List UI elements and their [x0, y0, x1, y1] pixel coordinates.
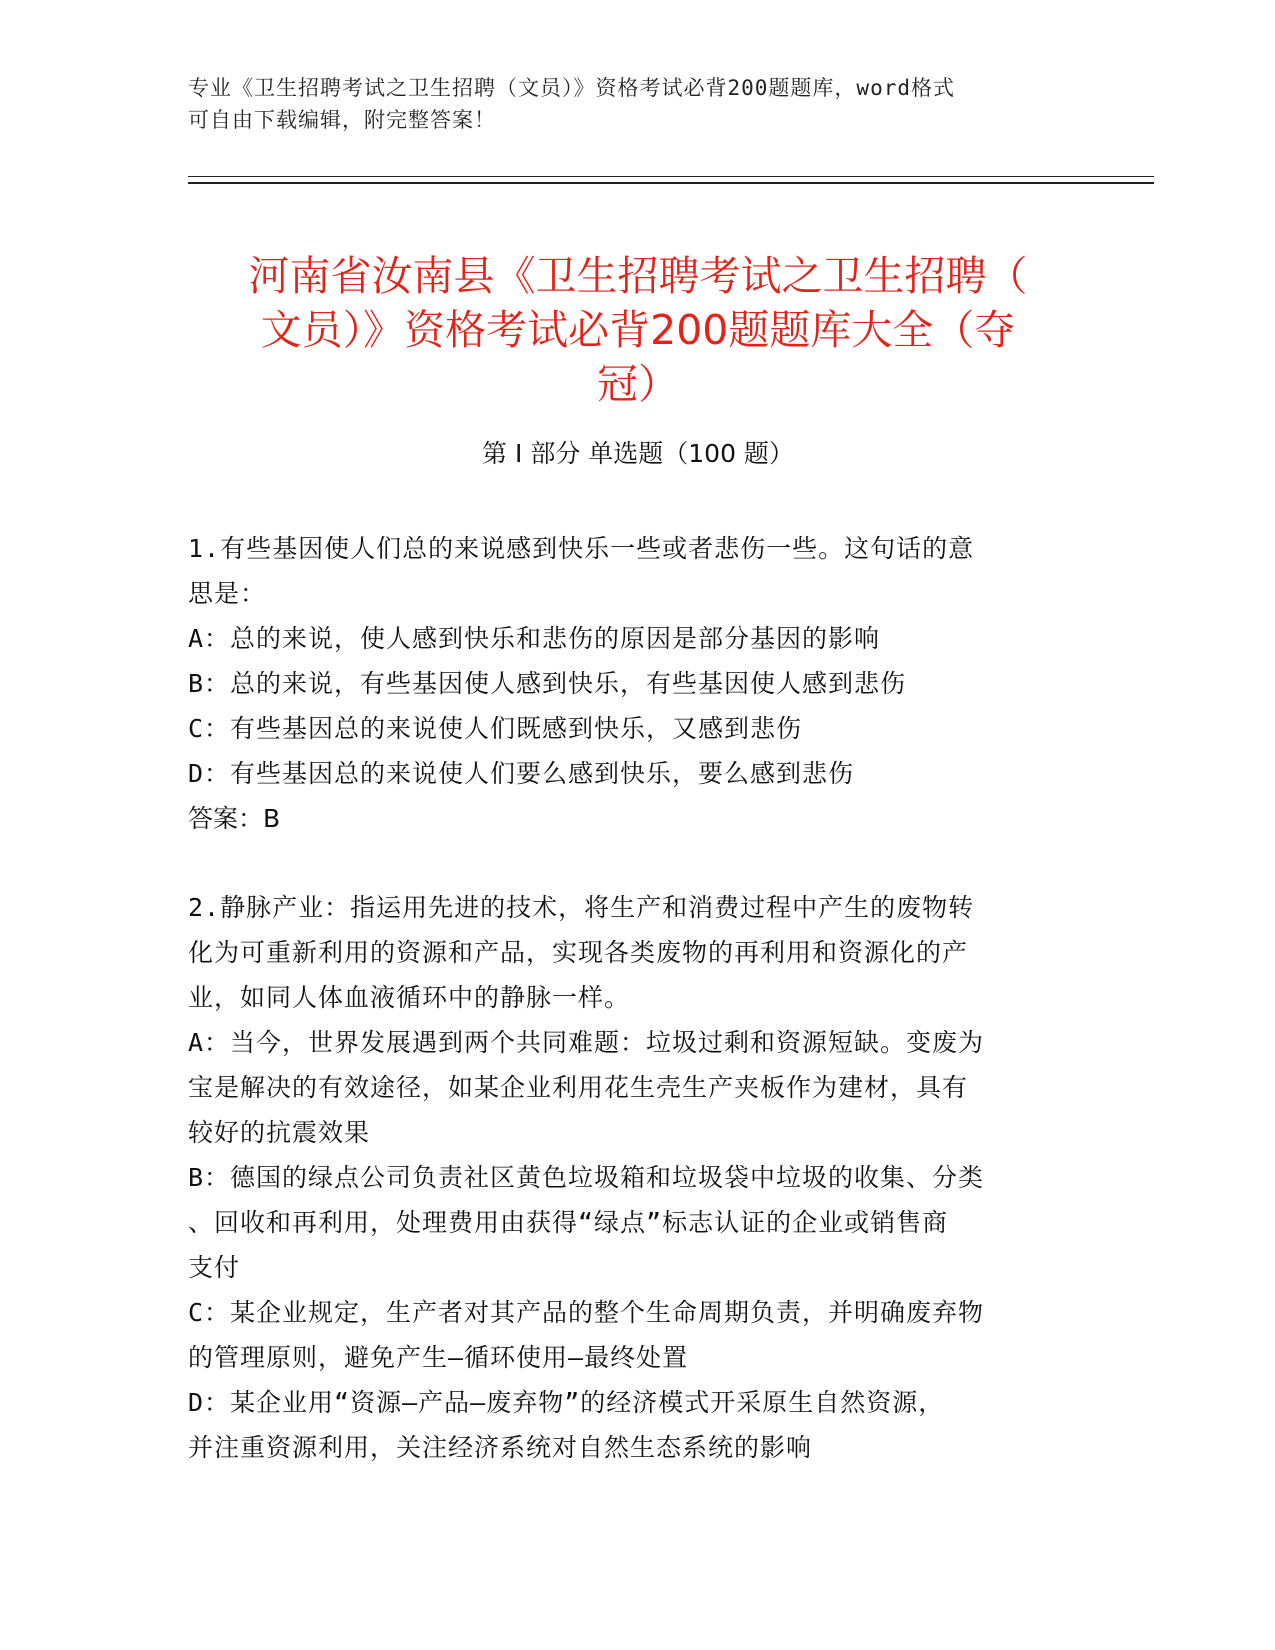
option-line: 并注重资源利用，关注经济系统对自然生态系统的影响	[188, 1433, 813, 1462]
header-note-line: 可自由下载编辑，附完整答案！	[188, 108, 496, 132]
option-line: B：德国的绿点公司负责社区黄色垃圾箱和垃圾袋中垃圾的收集、分类	[188, 1163, 985, 1192]
question-text-line: 1.有些基因使人们总的来说感到快乐一些或者悲伤一些。这句话的意	[188, 534, 975, 563]
option-d	[188, 751, 1068, 796]
option-line: 较好的抗震效果	[188, 1118, 371, 1147]
title-line: 冠）	[597, 360, 679, 409]
option-c	[188, 706, 1068, 751]
option-line: B：总的来说，有些基因使人感到快乐，有些基因使人感到悲伤	[188, 669, 907, 698]
title-line: 河南省汝南县《卫生招聘考试之卫生招聘（	[248, 252, 1028, 301]
document-title	[188, 249, 1088, 411]
option-line: 、回收和再利用，处理费用由获得“绿点”标志认证的企业或销售商	[188, 1208, 949, 1237]
header-note	[188, 72, 1068, 136]
question-1	[188, 526, 1068, 841]
header-note-line: 专业《卫生招聘考试之卫生招聘（文员）》资格考试必背200题题库，word格式	[188, 76, 955, 100]
question-spacer	[188, 841, 1068, 885]
answer-line: 答案：B	[188, 804, 281, 833]
option-c	[188, 1290, 1068, 1380]
question-text	[188, 885, 1068, 1020]
question-list	[188, 526, 1068, 1470]
question-text-line: 化为可重新利用的资源和产品，实现各类废物的再利用和资源化的产	[188, 938, 969, 967]
question-text-line: 业，如同人体血液循环中的静脉一样。	[188, 983, 631, 1012]
option-line: A：当今，世界发展遇到两个共同难题：垃圾过剩和资源短缺。变废为	[188, 1028, 985, 1057]
option-d	[188, 1380, 1068, 1470]
option-line: C：有些基因总的来说使人们既感到快乐，又感到悲伤	[188, 714, 803, 743]
header-divider-thin	[188, 176, 1154, 177]
question-text-line: 2.静脉产业：指运用先进的技术，将生产和消费过程中产生的废物转	[188, 893, 975, 922]
option-line: D：有些基因总的来说使人们要么感到快乐，要么感到悲伤	[188, 759, 855, 788]
option-line: 支付	[188, 1253, 241, 1282]
option-line: C：某企业规定，生产者对其产品的整个生命周期负责，并明确废弃物	[188, 1298, 985, 1327]
option-a	[188, 1020, 1068, 1155]
question-text	[188, 526, 1068, 616]
option-a	[188, 616, 1068, 661]
option-b	[188, 1155, 1068, 1290]
option-line: 的管理原则，避免产生—循环使用—最终处置	[188, 1343, 689, 1372]
option-line: 宝是解决的有效途径，如某企业利用花生壳生产夹板作为建材，具有	[188, 1073, 969, 1102]
section-heading: 第 I 部分 单选题（100 题）	[482, 439, 794, 468]
title-line: 文员）》资格考试必背200题题库大全（夺	[260, 306, 1016, 355]
header-divider-thick	[188, 182, 1154, 184]
question-text-line: 思是：	[188, 579, 267, 608]
question-2	[188, 885, 1068, 1470]
option-b	[188, 661, 1068, 706]
option-line: A：总的来说，使人感到快乐和悲伤的原因是部分基因的影响	[188, 624, 881, 653]
option-line: D：某企业用“资源—产品—废弃物”的经济模式开采原生自然资源，	[188, 1388, 945, 1417]
